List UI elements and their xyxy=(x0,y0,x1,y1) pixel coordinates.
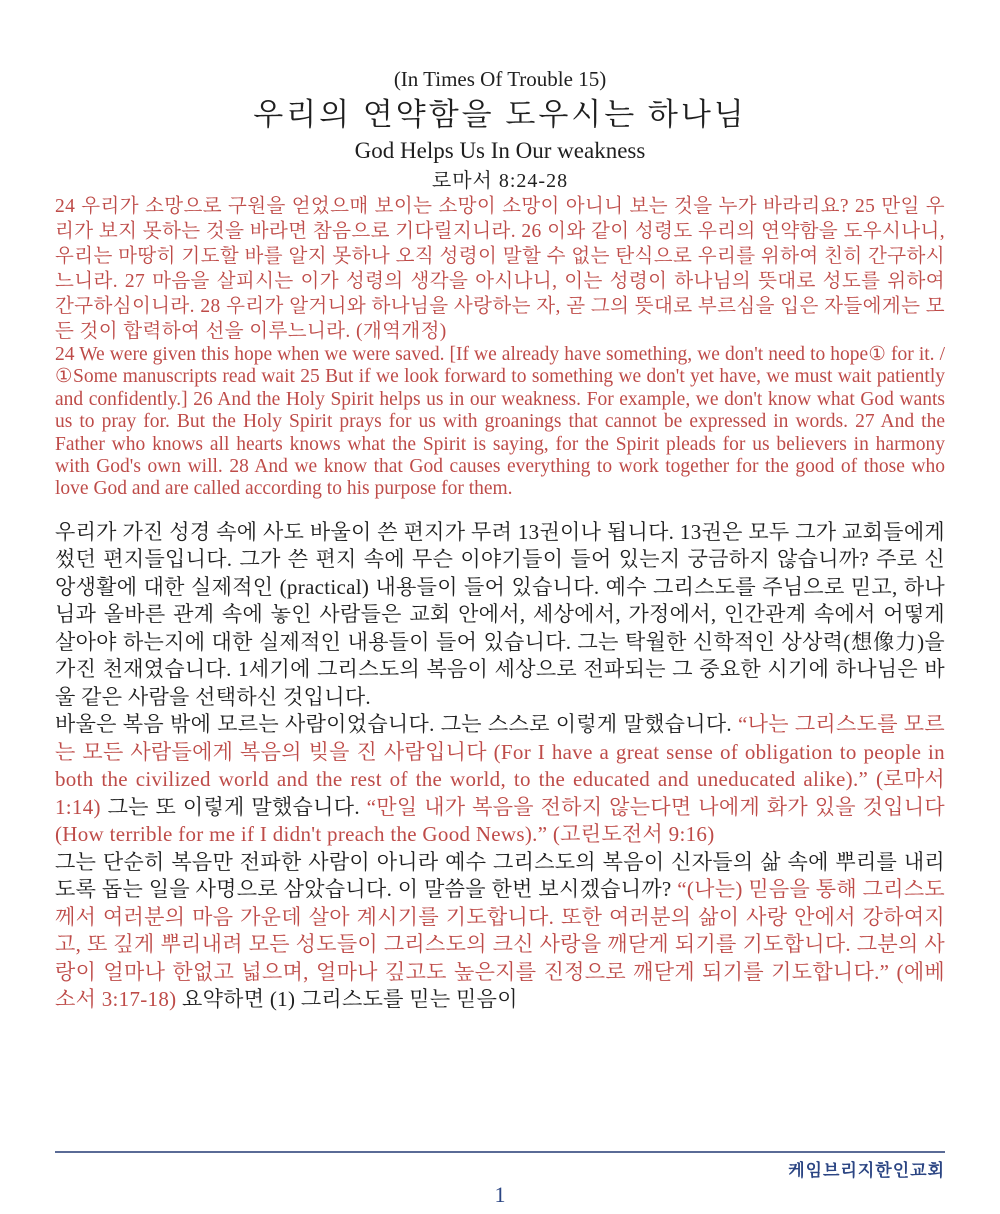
body-paragraph-1 xyxy=(55,519,945,712)
text-segment-black: 그는 단순히 복음만 전파한 사람이 아니라 예수 그리스도의 복음이 신자들의 삶 속에 뿌리를 내리도록 돕는 일을 사명으로 삼았습니다. 이 말씀을 한번 보시겠습니까? xyxy=(55,849,945,902)
subtitle-english: God Helps Us In Our weakness xyxy=(354,138,646,163)
page-title: 우리의 연약함을 도우시는 하나님 xyxy=(253,97,747,132)
document-page xyxy=(55,66,945,1014)
page-number: 1 xyxy=(494,1182,506,1207)
text-segment-black: 우리가 가진 성경 속에 사도 바울이 쓴 편지가 무려 13권이나 됩니다. 13권은 모두 그가 교회들에게 썼던 편지들입니다. 그가 쓴 편지 속에 무슨 이야기들이 들어 있는지 궁금하지 않습니까? 주로 신앙생활에 대한 실제적인 (practical) 내용들이 들어 있습니다. 예수 그리스도를 주님으로 믿고, 하나님과 올바른 관계 속에 놓인 사람들은 교회 안에서, 세상에서, 가정에서, 인간관계 속에서 어떻게 살아야 하는지에 대한 실제적인 내용들이 들어 있습니다. 그는 탁월한 신학적인 상상력(想像力)을 가진 천재였습니다. 1세기에 그리스도의 복음이 세상으로 전파되는 그 중요한 시기에 하나님은 바울 같은 사람을 선택하신 것입니다. xyxy=(55,519,945,709)
text-segment-red: “(나는) 믿음을 통해 그리스도께서 여러분의 마음 가운데 살아 계시기를 기도합니다. 또한 여러분의 삶이 사랑 안에서 강하여지고, 또 깊게 뿌리내려 모든 성도들이 그리스도의 크신 사랑을 깨닫게 되기를 기도합니다. 그분의 사랑이 얼마나 한없고 넓으며, 얼마나 깊고도 높은지를 진정으로 깨닫게 되기를 기도합니다.” (에베소서 3:17-18) xyxy=(55,877,945,1012)
text-segment-red: “만일 내가 복음을 전하지 않는다면 나에게 화가 있을 것입니다 (How terrible for me if I didn't preach the Good News).” (고린도전서 9:16) xyxy=(55,794,945,847)
scripture-reference: 로마서 8:24-28 xyxy=(431,170,569,192)
text-segment-red: 24 We were given this hope when we were saved. [If we already have something, we don't need to hope① for it. / ①Some manuscripts read wait 25 But if we look forward to something we don't yet have, we must wait patiently and confidently.] 26 And the Holy Spirit helps us in our weakness. For example, we don't know what God wants us to pray for. But the Holy Spirit prays for us with groanings that cannot be expressed in words. 27 And the Father who knows all hearts knows what the Spirit is saying, for the Spirit pleads for us believers in harmony with God's own will. 28 And we know that God causes everything to work together for the good of those who love God and are called according to his purpose for them. xyxy=(55,344,945,500)
text-segment-red: 24 우리가 소망으로 구원을 얻었으매 보이는 소망이 소망이 아니니 보는 것을 누가 바라리요? 25 만일 우리가 보지 못하는 것을 바라면 참음으로 기다릴지니라. 26 이와 같이 성령도 우리의 연약함을 도우시나니, 우리는 마땅히 기도할 바를 알지 못하나 오직 성령이 말할 수 없는 탄식으로 우리를 위하여 친히 간구하시느니라. 27 마음을 살피시는 이가 성령의 생각을 아시나니, 이는 성령이 하나님의 뜻대로 성도를 위하여 간구하심이니라. 28 우리가 알거니와 하나님을 사랑하는 자, 곧 그의 뜻대로 부르심을 입은 자들에게는 모든 것이 합력하여 선을 이루느니라. (개역개정) xyxy=(55,196,945,342)
document-header xyxy=(55,66,945,194)
text-segment-black: 요약하면 (1) 그리스도를 믿는 믿음이 xyxy=(182,987,518,1012)
scripture-korean xyxy=(55,194,945,344)
text-segment-black: 그는 또 이렇게 말했습니다. xyxy=(107,794,367,819)
church-name: 케임브리지한인교회 xyxy=(788,1161,945,1180)
text-segment-red: “나는 그리스도를 모르는 모든 사람들에게 복음의 빚을 진 사람입니다 (For I have a great sense of obligation to people in both the civilized world and the rest of the world, to the educated and uneducated alike).” (로마서 1:14) xyxy=(55,712,945,819)
body-paragraph-3 xyxy=(55,849,945,1014)
scripture-english xyxy=(55,344,945,501)
series-title: (In Times Of Trouble 15) xyxy=(393,67,607,91)
body-paragraph-2 xyxy=(55,711,945,849)
text-segment-black: 바울은 복음 밖에 모르는 사람이었습니다. 그는 스스로 이렇게 말했습니다. xyxy=(55,712,739,737)
page-footer xyxy=(55,1151,945,1208)
